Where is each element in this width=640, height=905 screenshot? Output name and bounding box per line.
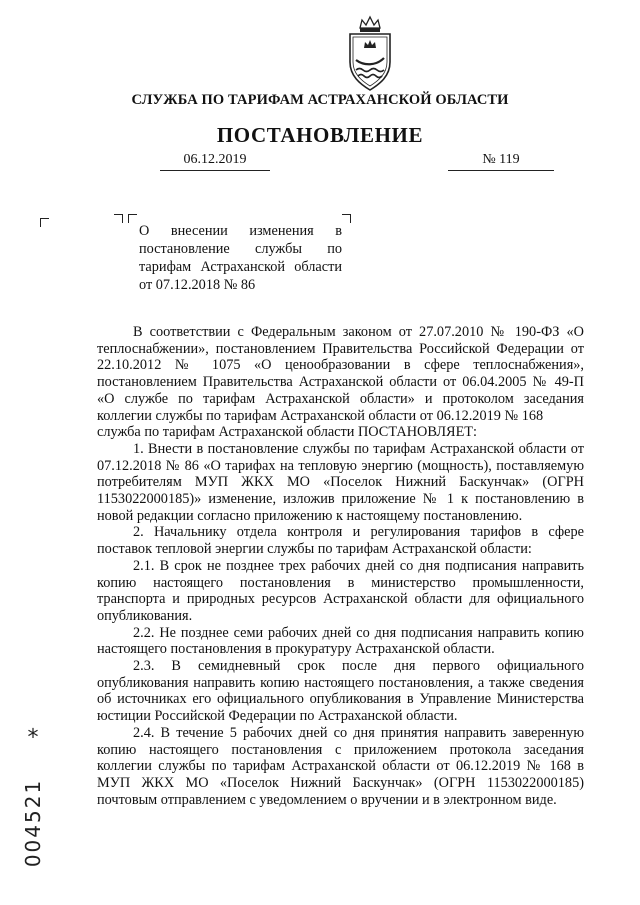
corner-mark-subject-open-a bbox=[114, 214, 123, 223]
corner-mark-subject-open-b bbox=[128, 214, 137, 223]
clause-1: 1. Внести в постановление службы по тарифам Астраханской области от 07.12.2018 № 86 «О тарифах на тепловую энергию (мощность), поставляемую потребителям МУП ЖКХ МО «Поселок Нижний Баскунчак» (ОГРН 1153022000185)» изменение, изложив приложение № 1 к постановлению в новой редакции согласно приложению к настоящему постановлению. bbox=[97, 440, 584, 524]
document-type-title: ПОСТАНОВЛЕНИЕ bbox=[216, 123, 424, 147]
stamp-registration-number: 004521 bbox=[21, 778, 45, 868]
registration-stamp bbox=[18, 725, 48, 878]
document-number: № 119 bbox=[448, 152, 554, 171]
clause-2-2: 2.2. Не позднее семи рабочих дней со дня подписания направить копию настоящего постановления в прокуратуру Астраханской области. bbox=[97, 624, 584, 658]
clause-2-1: 2.1. В срок не позднее трех рабочих дней со дня подписания направить копию настоящего постановления в министерство промышленности, транспорта и природных ресурсов Астраханской области для официального опубликования. bbox=[97, 557, 584, 624]
clause-2-4: 2.4. В течение 5 рабочих дней со дня принятия направить заверенную копию настоящего постановления с приложением протокола заседания коллегии службы по тарифам Астраханской области от 06.12.2019 № 168 в МУП ЖКХ МО «Поселок Нижний Баскунчак» (ОГРН 1153022000185) почтовым отправлением с уведомлением о вручении и в электронном виде. bbox=[97, 724, 584, 808]
document-body bbox=[97, 324, 584, 808]
corner-mark-left bbox=[40, 218, 49, 227]
corner-mark-subject-close bbox=[342, 214, 351, 223]
stamp-star-mark: * bbox=[27, 725, 39, 751]
preamble-paragraph: В соответствии с Федеральным законом от 27.07.2010 № 190-ФЗ «О теплоснабжении», постановлением Правительства Российской Федерации от 22.10.2012 № 1075 «О ценообразовании в сфере теплоснабжения», постановлением Правительства Астраханской области от 06.04.2005 № 49-П «О службе по тарифам Астраханской области» и протоколом заседания коллегии службы по тарифам Астраханской области от 06.12.2019 № 168 bbox=[97, 324, 584, 424]
clause-2-3: 2.3. В семидневный срок после дня первого официального опубликования направить копию настоящего постановления, а также сведения об источниках его официального опубликования в Управление Министерства юстиции Российской Федерации по Астраханской области. bbox=[97, 658, 584, 725]
document-date: 06.12.2019 bbox=[160, 152, 270, 171]
organization-name: СЛУЖБА ПО ТАРИФАМ АСТРАХАНСКОЙ ОБЛАСТИ bbox=[131, 92, 509, 108]
coat-of-arms-emblem bbox=[344, 14, 396, 94]
document-subject: О внесении изменения в постановление службы по тарифам Астраханской области от 07.12.2018 № 86 bbox=[139, 223, 342, 293]
clause-2: 2. Начальнику отдела контроля и регулирования тарифов в сфере поставок тепловой энергии службы по тарифам Астраханской области: bbox=[97, 524, 584, 558]
resolves-line: служба по тарифам Астраханской области ПОСТАНОВЛЯЕТ: bbox=[97, 424, 478, 441]
